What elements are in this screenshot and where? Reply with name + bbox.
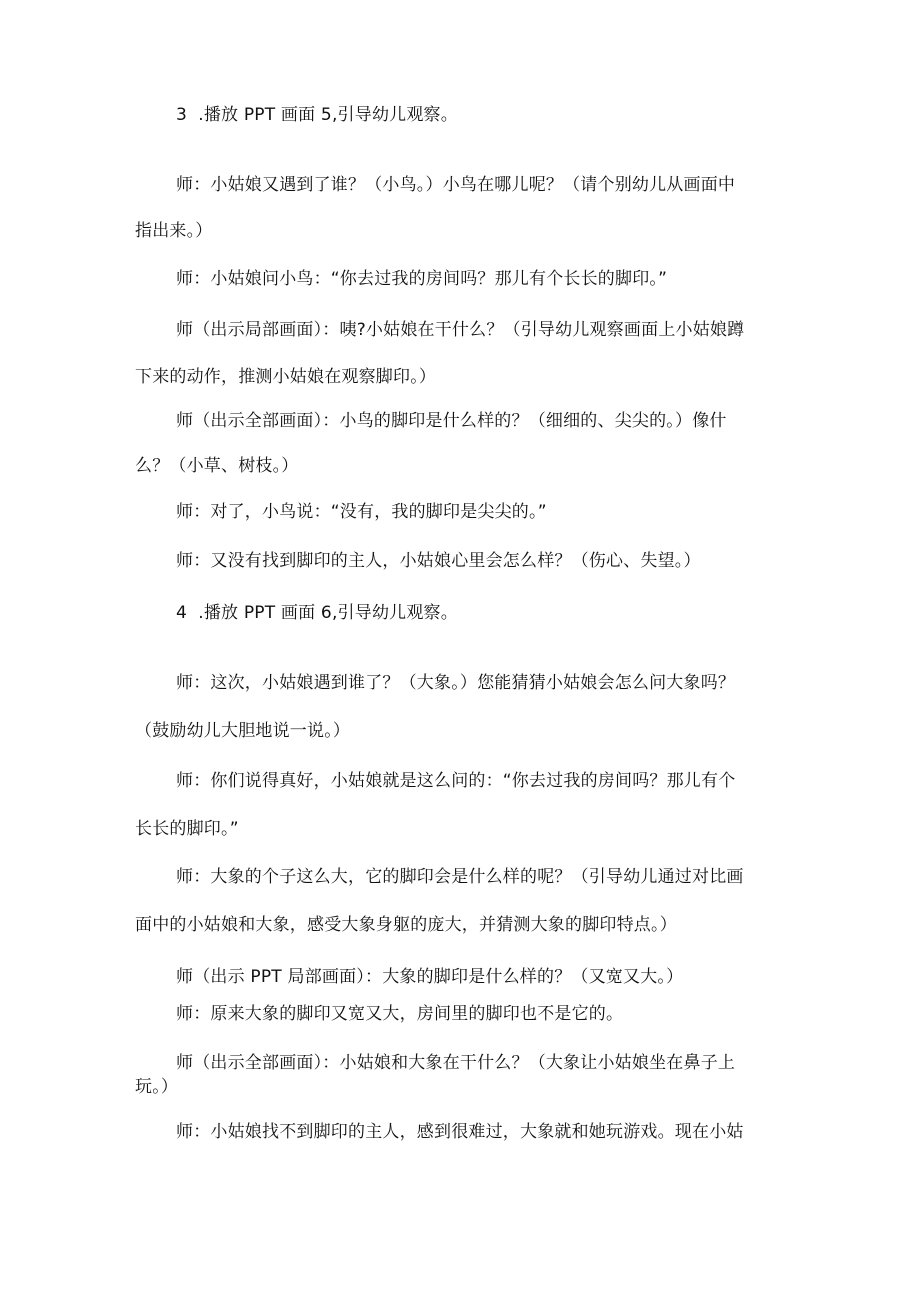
paragraph-line: 师：小姑娘问小鸟：“你去过我的房间吗？那儿有个长长的脚印。” (176, 269, 668, 289)
section-heading-4: 4 .播放 PPT 画面 6,引导幼儿观察。 (176, 603, 458, 623)
paragraph-line: 下来的动作，推测小姑娘在观察脚印。） (135, 367, 437, 387)
paragraph-line: 师（出示全部画面）：小姑娘和大象在干什么？（大象让小姑娘坐在鼻子上 (176, 1053, 736, 1073)
paragraph-line: 师：原来大象的脚印又宽又大，房间里的脚印也不是它的。 (176, 1004, 624, 1024)
paragraph-line: 长长的脚印。” (135, 819, 239, 839)
paragraph-line: 师：对了，小鸟说：“没有，我的脚印是尖尖的。” (176, 502, 547, 522)
paragraph-line: 师：小姑娘找不到脚印的主人，感到很难过，大象就和她玩游戏。现在小姑 (176, 1122, 744, 1142)
paragraph-line: （鼓励幼儿大胆地说一说。） (135, 721, 351, 741)
paragraph-line: 师（出示全部画面）：小鸟的脚印是什么样的？（细细的、尖尖的。）像什 (176, 411, 727, 431)
paragraph-line: 师（出示局部画面）：咦?小姑娘在干什么？（引导幼儿观察画面上小姑娘蹲 (176, 320, 745, 340)
paragraph-line: 师：小姑娘又遇到了谁？（小鸟。）小鸟在哪儿呢？（请个别幼儿从画面中 (176, 175, 736, 195)
paragraph-line: 么？（小草、树枝。） (135, 456, 299, 476)
paragraph-line: 玩。） (135, 1077, 179, 1097)
paragraph-line: 师：这次，小姑娘遇到谁了？（大象。）您能猜猜小姑娘会怎么问大象吗？ (176, 673, 736, 693)
paragraph-line: 师：又没有找到脚印的主人，小姑娘心里会怎么样？（伤心、失望。） (176, 551, 701, 571)
paragraph-line: 指出来。） (135, 221, 213, 241)
paragraph-line: 师：大象的个子这么大，它的脚印会是什么样的呢？（引导幼儿通过对比画 (176, 867, 744, 887)
paragraph-line: 面中的小姑娘和大象，感受大象身躯的庞大，并猜测大象的脚印特点。） (135, 915, 677, 935)
section-heading-3: 3 .播放 PPT 画面 5,引导幼儿观察。 (176, 105, 458, 125)
paragraph-line: 师（出示 PPT 局部画面）：大象的脚印是什么样的？（又宽又大。） (176, 967, 684, 987)
paragraph-line: 师：你们说得真好，小姑娘就是这么问的：“你去过我的房间吗？那儿有个 (176, 771, 736, 791)
